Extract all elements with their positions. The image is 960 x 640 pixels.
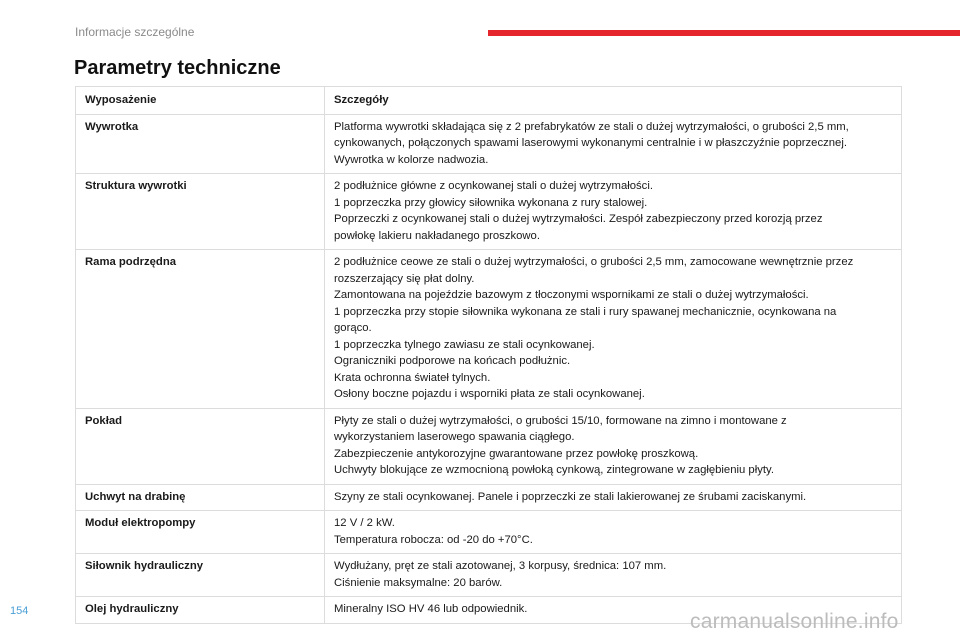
row-details xyxy=(325,250,902,409)
column-header-details: Szczegóły xyxy=(325,87,902,115)
detail-line: Osłony boczne pojazdu i wsporniki płata ze stali ocynkowanej. xyxy=(334,388,645,400)
detail-line: Ograniczniki podporowe na końcach podłużnic. xyxy=(334,355,571,367)
detail-line: 1 poprzeczka przy stopie siłownika wykonana ze stali i rury spawanej mechanicznie, ocynkowana na xyxy=(334,305,837,318)
row-details xyxy=(325,554,902,597)
detail-line: wykorzystaniem laserowego spawania ciągłego. xyxy=(334,431,575,443)
detail-line: 2 podłużnice ceowe ze stali o dużej wytrzymałości, o grubości 2,5 mm, zamocowane wewnętrznie przez xyxy=(334,256,854,268)
detail-line: Krata ochronna świateł tylnych. xyxy=(334,371,491,384)
spec-table-body xyxy=(76,114,902,623)
row-details xyxy=(325,174,902,250)
detail-line: Temperatura robocza: od -20 do +70°C. xyxy=(334,533,533,546)
detail-line: 12 V / 2 kW. xyxy=(334,517,395,529)
detail-line: 1 poprzeczka przy głowicy siłownika wykonana z rury stalowej. xyxy=(334,196,648,209)
row-item-label: Rama podrzędna xyxy=(76,250,325,409)
section-label: Informacje szczególne xyxy=(75,25,195,39)
row-item-label: Wywrotka xyxy=(76,114,325,174)
detail-line: Płyty ze stali o dużej wytrzymałości, o grubości 15/10, formowane na zimno i montowane z xyxy=(334,414,787,427)
table-row xyxy=(76,554,902,597)
detail-line: gorąco. xyxy=(334,322,372,334)
row-item-label: Olej hydrauliczny xyxy=(76,597,325,624)
row-details xyxy=(325,114,902,174)
column-header-equipment: Wyposażenie xyxy=(76,87,325,115)
detail-line: 2 podłużnice główne z ocynkowanej stali o dużej wytrzymałości. xyxy=(334,180,653,192)
detail-line: Szyny ze stali ocynkowanej. Panele i poprzeczki ze stali lakierowanej ze śrubami zaciskanymi. xyxy=(334,490,807,503)
table-row xyxy=(76,114,902,174)
watermark: carmanualsonline.info xyxy=(690,610,899,633)
detail-line: Poprzeczki z ocynkowanej stali o dużej wytrzymałości. Zespół zabezpieczony przed korozją przez xyxy=(334,213,823,225)
row-details xyxy=(325,484,902,511)
row-item-label: Moduł elektropompy xyxy=(76,511,325,554)
row-item-label: Siłownik hydrauliczny xyxy=(76,554,325,597)
detail-line: Uchwyty blokujące ze wzmocnioną powłoką cynkową, zintegrowane w zagłębieniu płyty. xyxy=(334,464,774,476)
detail-line: cynkowanych, połączonych spawami laserowymi wykonanymi centralnie i w płaszczyźnie poprzecznej. xyxy=(334,137,847,149)
table-row xyxy=(76,484,902,511)
table-row xyxy=(76,511,902,554)
page-number: 154 xyxy=(10,605,29,617)
spec-table xyxy=(75,86,902,624)
table-row xyxy=(76,250,902,409)
header-accent-bar xyxy=(488,30,960,36)
detail-line: Zabezpieczenie antykorozyjne gwarantowane przez powłokę proszkową. xyxy=(334,447,699,460)
detail-line: Wydłużany, pręt ze stali azotowanej, 3 korpusy, średnica: 107 mm. xyxy=(334,560,667,572)
row-details xyxy=(325,511,902,554)
detail-line: Ciśnienie maksymalne: 20 barów. xyxy=(334,576,503,589)
detail-line: Wywrotka w kolorze nadwozia. xyxy=(334,153,489,166)
detail-line: Zamontowana na pojeździe bazowym z tłoczonymi wspornikami ze stali o dużej wytrzymałości. xyxy=(334,289,809,301)
row-item-label: Pokład xyxy=(76,408,325,484)
page-title: Parametry techniczne xyxy=(74,57,281,79)
detail-line: Platforma wywrotki składająca się z 2 prefabrykatów ze stali o dużej wytrzymałości, o grubości 2,5 mm, xyxy=(334,120,849,133)
table-header-row xyxy=(76,87,902,115)
detail-line: 1 poprzeczka tylnego zawiasu ze stali ocynkowanej. xyxy=(334,338,595,351)
row-item-label: Struktura wywrotki xyxy=(76,174,325,250)
table-row xyxy=(76,174,902,250)
detail-line: powłokę lakieru nakładanego proszkowo. xyxy=(334,229,540,242)
row-item-label: Uchwyt na drabinę xyxy=(76,484,325,511)
detail-line: rozszerzający się płat dolny. xyxy=(334,272,475,285)
table-row xyxy=(76,408,902,484)
row-details xyxy=(325,408,902,484)
detail-line: Mineralny ISO HV 46 lub odpowiednik. xyxy=(334,603,528,615)
